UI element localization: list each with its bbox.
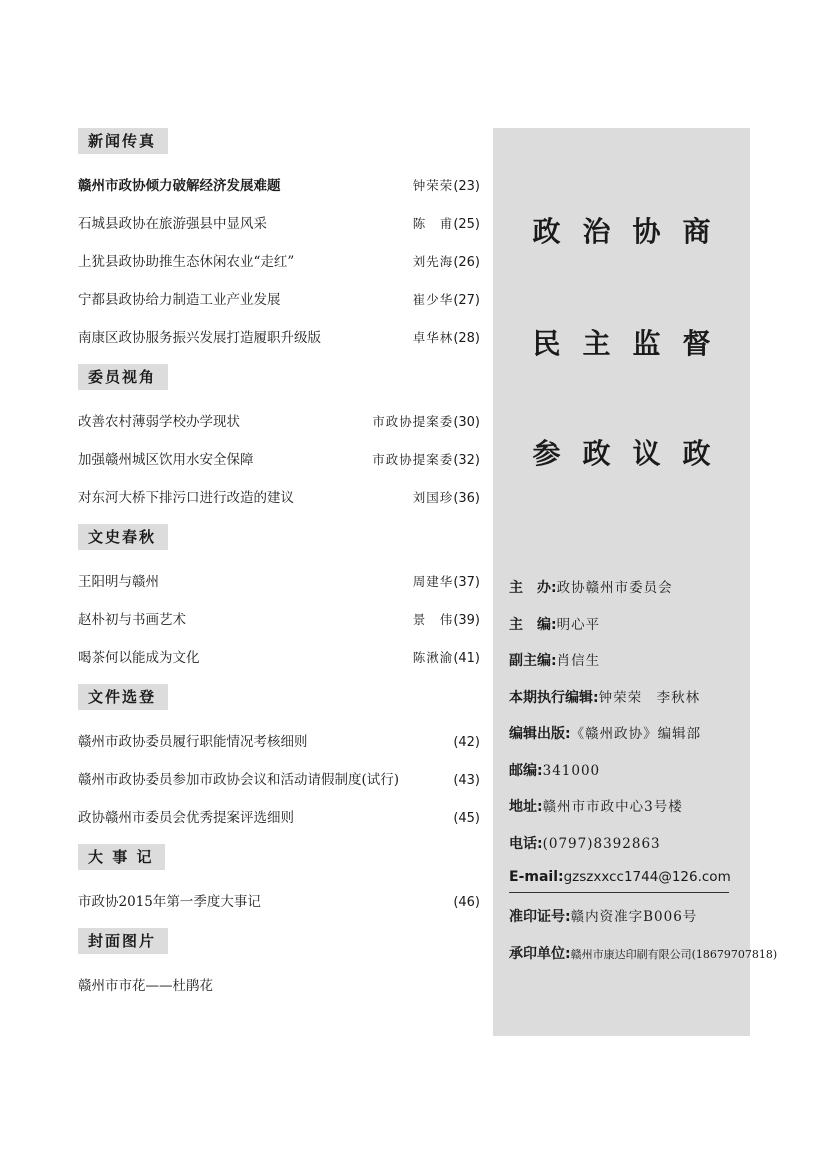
- entry-title: 政协赣州市委员会优秀提案评选细则: [78, 810, 294, 826]
- entry-title: 市政协2015年第一季度大事记: [78, 894, 261, 910]
- entry-meta: [413, 479, 480, 518]
- info-label: E-mail:: [509, 869, 564, 885]
- info-value: 肖信生: [556, 653, 601, 669]
- info-value: 《赣州政协》编辑部: [570, 726, 702, 742]
- entry-meta: [413, 563, 480, 602]
- entry-meta: [372, 441, 480, 480]
- entry-author: 周建华: [412, 574, 454, 589]
- entry-page: (43): [453, 773, 480, 788]
- entry-title: 赣州市政协委员履行职能情况考核细则: [78, 734, 308, 750]
- entry-title: 加强赣州城区饮用水安全保障: [78, 452, 254, 468]
- entry-title: 赣州市政协倾力破解经济发展难题: [78, 178, 281, 194]
- toc-section: [78, 677, 480, 837]
- info-phone: [509, 826, 749, 863]
- entry-page: (25): [453, 217, 480, 232]
- info-editor-in-chief: [509, 607, 749, 644]
- entry-meta: [372, 403, 480, 442]
- entry-page: (46): [453, 895, 480, 910]
- info-label: 本期执行编辑:: [509, 689, 599, 706]
- info-value: (0797)8392863: [542, 835, 661, 852]
- info-printer: [509, 936, 778, 973]
- masthead-sidebar: [493, 128, 778, 1036]
- info-publisher: [509, 716, 749, 753]
- entry-author: 刘先海: [412, 254, 454, 269]
- entry-page: (27): [453, 293, 480, 308]
- entry-author: 市政协提案委: [372, 452, 454, 467]
- entry-author: 市政协提案委: [372, 414, 454, 429]
- info-value: 明心平: [556, 616, 601, 633]
- info-label: 准印证号:: [509, 909, 571, 925]
- toc-entry[interactable]: [78, 761, 480, 799]
- entry-meta: [453, 723, 480, 762]
- entry-page: (42): [453, 735, 480, 750]
- entry-title: 赣州市市花——杜鹃花: [78, 978, 213, 994]
- entry-author: 景 伟: [412, 612, 454, 627]
- toc-section: [78, 517, 480, 677]
- entry-meta: [453, 883, 480, 922]
- info-value: 341000: [542, 762, 601, 779]
- entry-meta: [413, 205, 480, 244]
- toc-entry[interactable]: [78, 723, 480, 761]
- entry-page: (36): [453, 491, 480, 506]
- info-value: 钟荣荣 李秋林: [598, 689, 701, 706]
- toc-entry[interactable]: [78, 243, 480, 281]
- info-label: 电话:: [509, 835, 543, 852]
- entry-author: 刘国珍: [412, 490, 454, 505]
- toc-entry[interactable]: [78, 441, 480, 479]
- entry-page: (32): [453, 453, 480, 468]
- entry-meta: [453, 799, 480, 838]
- entry-author: 陈 甫: [412, 216, 454, 231]
- info-sponsor: [509, 570, 749, 607]
- entry-title: 石城县政协在旅游强县中显风采: [78, 216, 267, 232]
- info-label: 副主编:: [509, 653, 557, 669]
- toc-entry[interactable]: [78, 281, 480, 319]
- entry-page: (45): [453, 811, 480, 826]
- info-email: [509, 862, 729, 893]
- section-header: 文史春秋: [78, 524, 168, 550]
- info-value: 赣内资准字B006号: [570, 909, 698, 925]
- info-address: [509, 789, 749, 826]
- motto-democratic-supervision: 民主监督: [532, 327, 733, 360]
- toc-section: [78, 921, 480, 1005]
- toc-entry[interactable]: [78, 319, 480, 357]
- info-label: 承印单位:: [509, 945, 571, 962]
- toc-entry[interactable]: [78, 799, 480, 837]
- info-executive-editors: [509, 680, 749, 717]
- entry-meta: [413, 639, 480, 678]
- toc-section: [78, 837, 480, 921]
- toc-entry[interactable]: [78, 967, 480, 1005]
- motto-political-consultation: 政治协商: [532, 215, 733, 248]
- info-label: 地址:: [509, 799, 543, 815]
- section-header: 文件选登: [78, 684, 168, 710]
- toc-entry[interactable]: [78, 601, 480, 639]
- entry-title: 王阳明与赣州: [78, 574, 159, 590]
- section-header: 封面图片: [78, 928, 168, 954]
- info-value: 赣州市市政中心3号楼: [542, 799, 683, 815]
- entry-page: (28): [453, 331, 480, 346]
- entry-page: (39): [453, 613, 480, 628]
- toc-section: [78, 128, 480, 357]
- entry-author: 陈湫渝: [412, 650, 454, 665]
- section-header: 新闻传真: [78, 128, 168, 154]
- info-label: 邮编:: [509, 762, 543, 779]
- entry-title: 宁都县政协给力制造工业产业发展: [78, 292, 281, 308]
- entry-page: (30): [453, 415, 480, 430]
- entry-title: 上犹县政协助推生态休闲农业“走红”: [78, 254, 295, 270]
- motto-participation: 参政议政: [532, 437, 733, 470]
- entry-page: (26): [453, 255, 480, 270]
- entry-author: 崔少华: [412, 292, 454, 307]
- entry-meta: [413, 281, 480, 320]
- section-header: 委员视角: [78, 364, 168, 390]
- toc-entry[interactable]: [78, 639, 480, 677]
- entry-title: 赣州市政协委员参加市政协会议和活动请假制度(试行): [78, 772, 400, 788]
- entry-page: (23): [453, 179, 480, 194]
- info-label: 主 办:: [509, 580, 557, 596]
- info-label: 主 编:: [509, 616, 557, 633]
- entry-meta: [453, 761, 480, 800]
- entry-page: (37): [453, 575, 480, 590]
- info-permit-number: [509, 899, 749, 936]
- toc-entry[interactable]: [78, 403, 480, 441]
- entry-page: (41): [453, 651, 480, 666]
- section-header: 大 事 记: [78, 844, 165, 870]
- table-of-contents: [78, 128, 480, 1005]
- entry-title: 南康区政协服务振兴发展打造履职升级版: [78, 330, 321, 346]
- info-label: 编辑出版:: [509, 726, 571, 742]
- entry-title: 对东河大桥下排污口进行改造的建议: [78, 490, 294, 506]
- toc-entry[interactable]: [78, 205, 480, 243]
- entry-meta: [413, 601, 480, 640]
- info-value: 赣州市康达印刷有限公司(18679707818): [570, 947, 778, 961]
- entry-title: 喝茶何以能成为文化: [78, 650, 200, 666]
- info-value: 政协赣州市委员会: [556, 580, 673, 596]
- toc-entry[interactable]: [78, 883, 480, 921]
- info-postcode: [509, 753, 749, 790]
- entry-title: 改善农村薄弱学校办学现状: [78, 414, 240, 430]
- toc-entry[interactable]: [78, 167, 480, 205]
- toc-entry[interactable]: [78, 479, 480, 517]
- info-value: gzszxxcc1744@126.com: [563, 869, 731, 885]
- entry-meta: [413, 243, 480, 282]
- masthead-info: [509, 570, 778, 972]
- entry-author: 卓华林: [412, 330, 454, 345]
- entry-meta: [413, 167, 480, 206]
- entry-meta: [413, 319, 480, 358]
- entry-author: 钟荣荣: [412, 178, 454, 193]
- entry-title: 赵朴初与书画艺术: [78, 612, 186, 628]
- info-deputy-editor: [509, 643, 749, 680]
- toc-section: [78, 357, 480, 517]
- toc-entry[interactable]: [78, 563, 480, 601]
